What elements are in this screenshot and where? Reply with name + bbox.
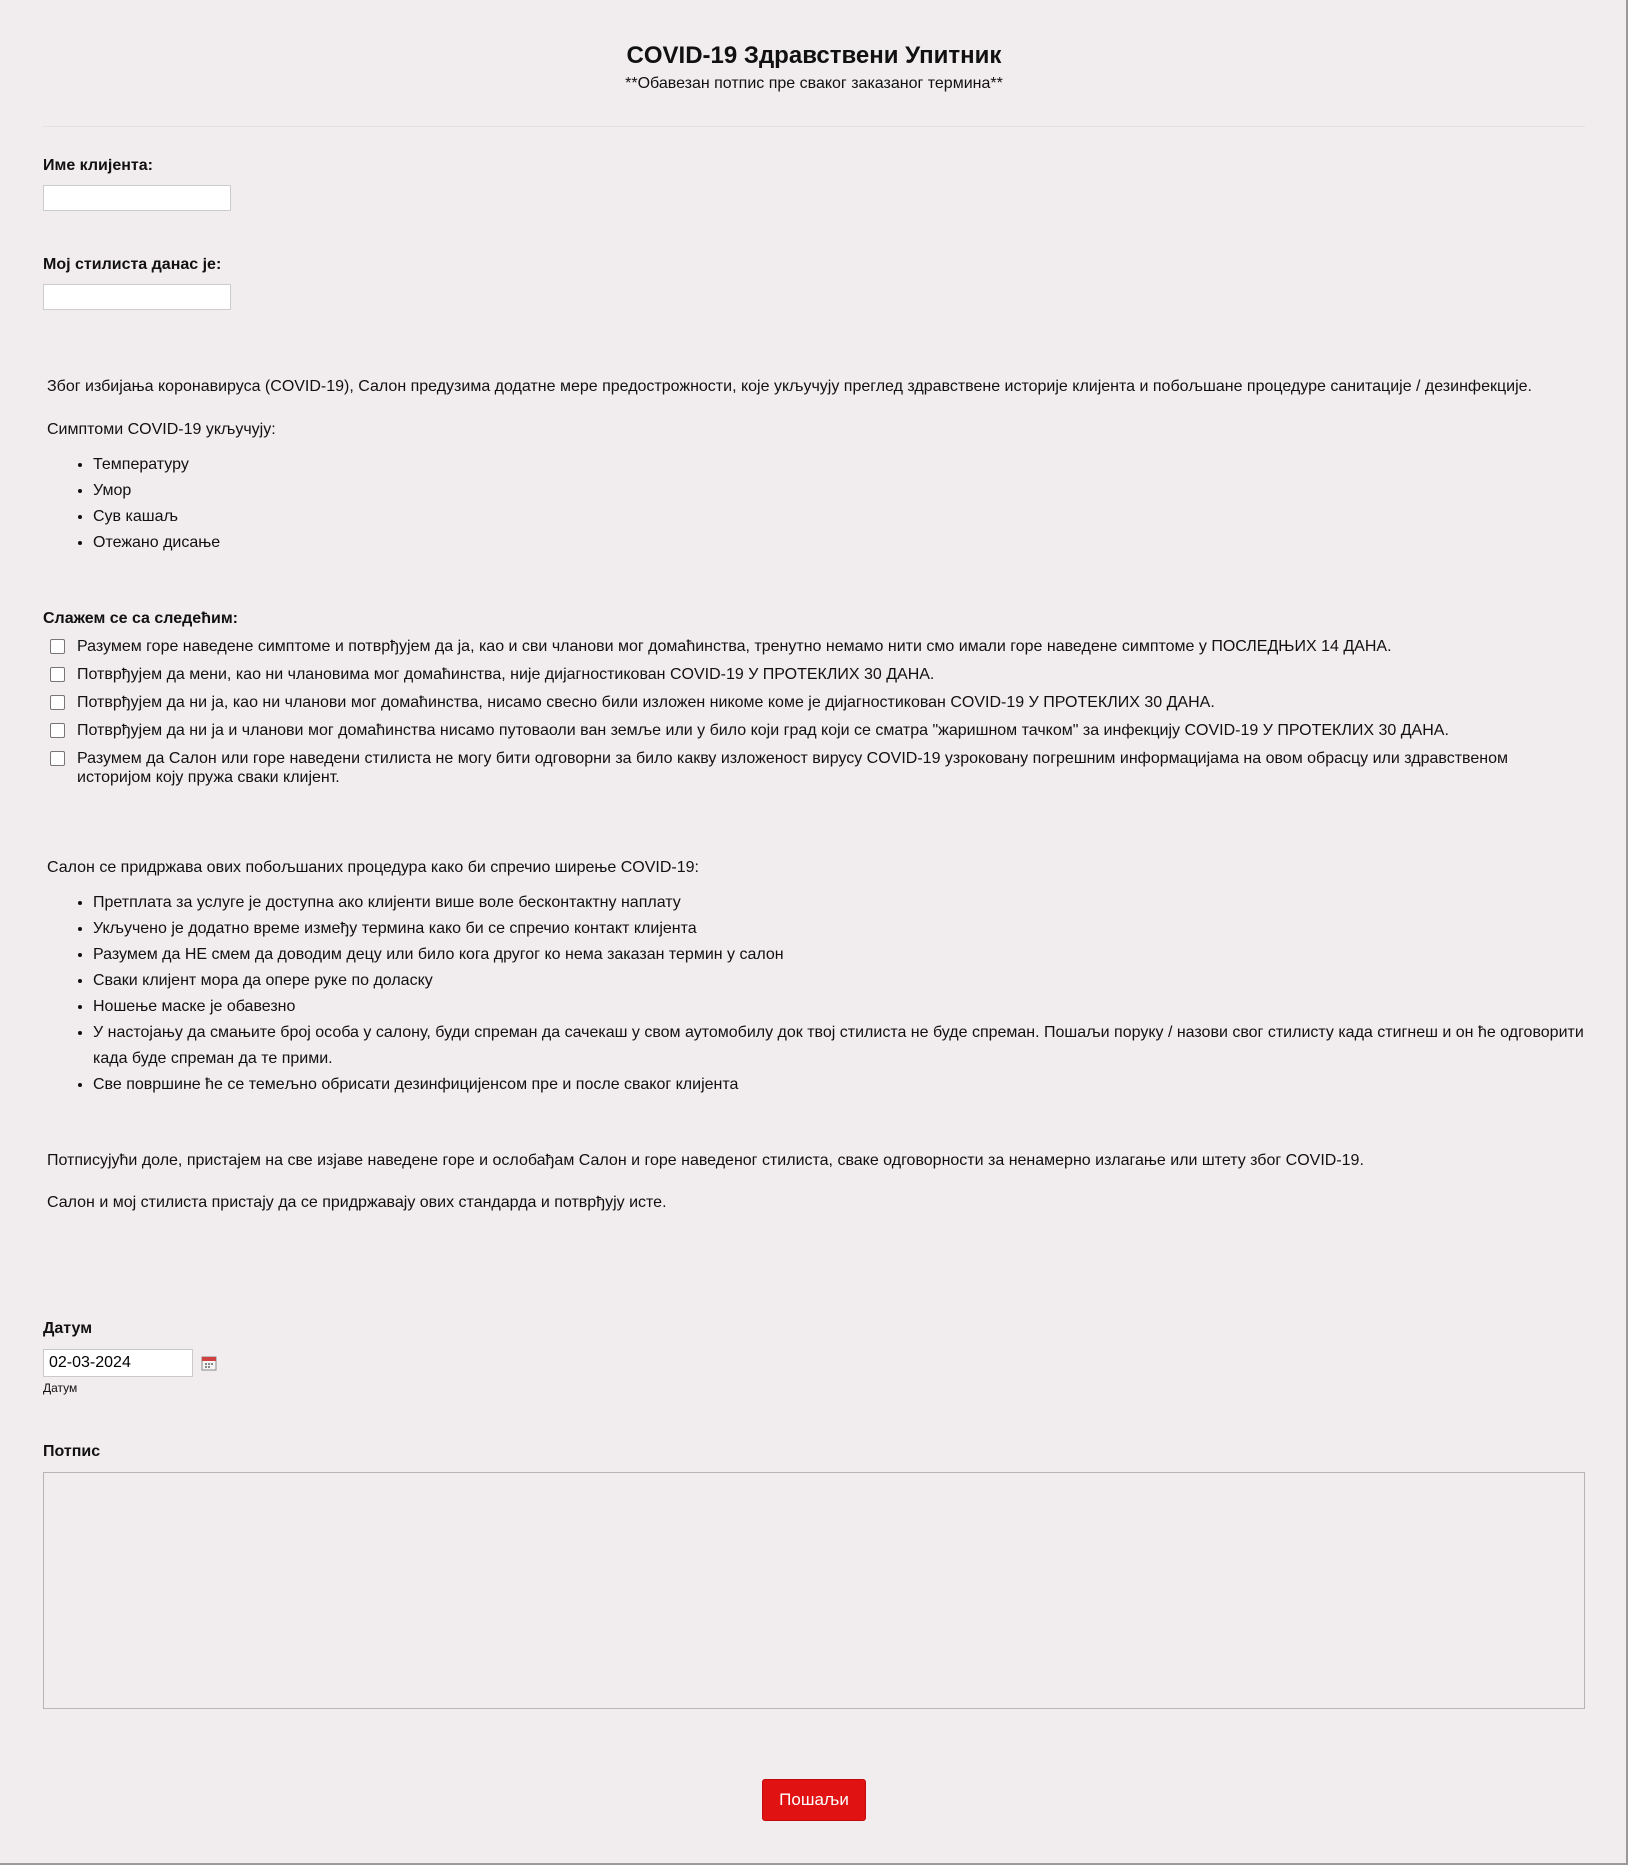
submit-button[interactable]: Пошаљи [762,1779,866,1821]
symptoms-heading: Симптоми COVID-19 укључују: [47,421,276,438]
agreement-option-label: Разумем да Салон или горе наведени стилиста не могу бити одговорни за било какву изложеност вирусу COVID-19 узроковану погрешним информацијама на овом обрасцу или здравственом историјом коју пружа сваки клијент. [77,750,1508,786]
health-questionnaire-form [43,0,1585,1460]
closing-paragraph-2: Салон и мој стилиста пристају да се придржавају ових стандарда и потврђују исте. [47,1194,667,1211]
closing-paragraph-1: Потписујући доле, пристајем на све изјаве наведене горе и ослобађам Салон и горе наведеног стилиста, сваке одговорности за ненамерно излагање или штету због COVID-19. [47,1152,1364,1169]
form-title: COVID-19 Здравствени Упитник [626,42,1002,69]
date-label: Датум [43,1320,93,1337]
checkbox[interactable] [50,751,65,766]
date-sublabel: Датум [43,1381,78,1395]
form-header [43,0,1585,127]
list-item: • У настојању да смањите број особа у салону, буди спреман да сачекаш у свом аутомобилу док твој стилиста не буде спреман. Пошаљи поруку / назови свог стилисту када стигнеш и он ће одговорити када буде спреман да те прими. [93,1020,1585,1072]
agreement-option-5[interactable] [43,749,1585,787]
list-item: • Температуру [93,452,1585,478]
list-item: • Ношење маске је обавезно [93,994,1585,1020]
agreement-option-1[interactable] [43,637,1585,656]
agreement-option-3[interactable] [43,693,1585,712]
date-input[interactable]: 02-03-2024 [43,1349,193,1377]
client-name-label: Име клијента: [43,157,153,174]
list-item: • Сваки клијент мора да опере руке по доласку [93,968,1585,994]
signature-field [43,1442,1585,1709]
list-item: • Разумем да НЕ смем да доводим децу или било кога другог ко нема заказан термин у салон [93,942,1585,968]
client-name-input[interactable] [43,185,231,211]
agreement-label: Слажем се са следећим: [43,610,238,627]
agreement-option-2[interactable] [43,665,1585,684]
stylist-field [43,255,231,310]
agreement-section [43,609,1585,796]
checkbox[interactable] [50,639,65,654]
agreement-option-label: Потврђујем да ни ја и чланови мог домаћинства нисамо путоваоли ван земље или у било који град који се сматра "жаришном тачком" за инфекцију COVID-19 У ПРОТЕКЛИХ 30 ДАНА. [77,722,1449,739]
list-item: • Претплата за услуге је доступна ако клијенти више воле бесконтактну наплату [93,890,1585,916]
client-name-field [43,156,231,211]
checkbox[interactable] [50,695,65,710]
intro-paragraph: Због избијања коронавируса (COVID-19), Салон предузима додатне мере предострожности, које укључују преглед здравствене историје клијента и побољшане процедуре санитације / дезинфекције. [47,378,1532,395]
intro-section [43,376,1585,556]
signature-pad[interactable] [43,1472,1585,1709]
agreement-option-4[interactable] [43,721,1585,740]
procedures-heading: Салон се придржава ових побољшаних процедура како би спречио ширење COVID-19: [47,859,699,876]
procedures-list [43,890,1585,1098]
calendar-icon[interactable] [201,1355,217,1371]
list-item: • Сув кашаљ [93,504,1585,530]
checkbox[interactable] [50,667,65,682]
list-item: • Све површине ће се темељно обрисати дезинфицијенсом пре и после сваког клијента [93,1072,1585,1098]
date-field [43,1319,217,1395]
signature-label: Потпис [43,1443,101,1460]
agreement-option-label: Потврђујем да ни ја, као ни чланови мог домаћинства, нисамо свесно били изложен никоме коме је дијагностикован COVID-19 У ПРОТЕКЛИХ 30 ДАНА. [77,694,1215,711]
list-item: • Умор [93,478,1585,504]
agreement-option-label: Разумем горе наведене симптоме и потврђујем да ја, као и сви чланови мог домаћинства, тренутно немамо нити смо имали горе наведене симптоме у ПОСЛЕДЊИХ 14 ДАНА. [77,638,1392,655]
symptoms-list [43,452,1585,556]
checkbox[interactable] [50,723,65,738]
list-item: • Отежано дисање [93,530,1585,556]
date-input-row [43,1349,217,1377]
list-item: • Укључено је додатно време између термина како би се спречио контакт клијента [93,916,1585,942]
procedures-section [43,857,1585,1098]
stylist-input[interactable] [43,284,231,310]
agreement-option-label: Потврђујем да мени, као ни члановима мог домаћинства, није дијагностикован COVID-19 У ПРОТЕКЛИХ 30 ДАНА. [77,666,935,683]
closing-section [43,1150,1585,1214]
form-subtitle: **Обавезан потпис пре сваког заказаног термина** [625,75,1003,92]
stylist-label: Мој стилиста данас је: [43,256,222,273]
